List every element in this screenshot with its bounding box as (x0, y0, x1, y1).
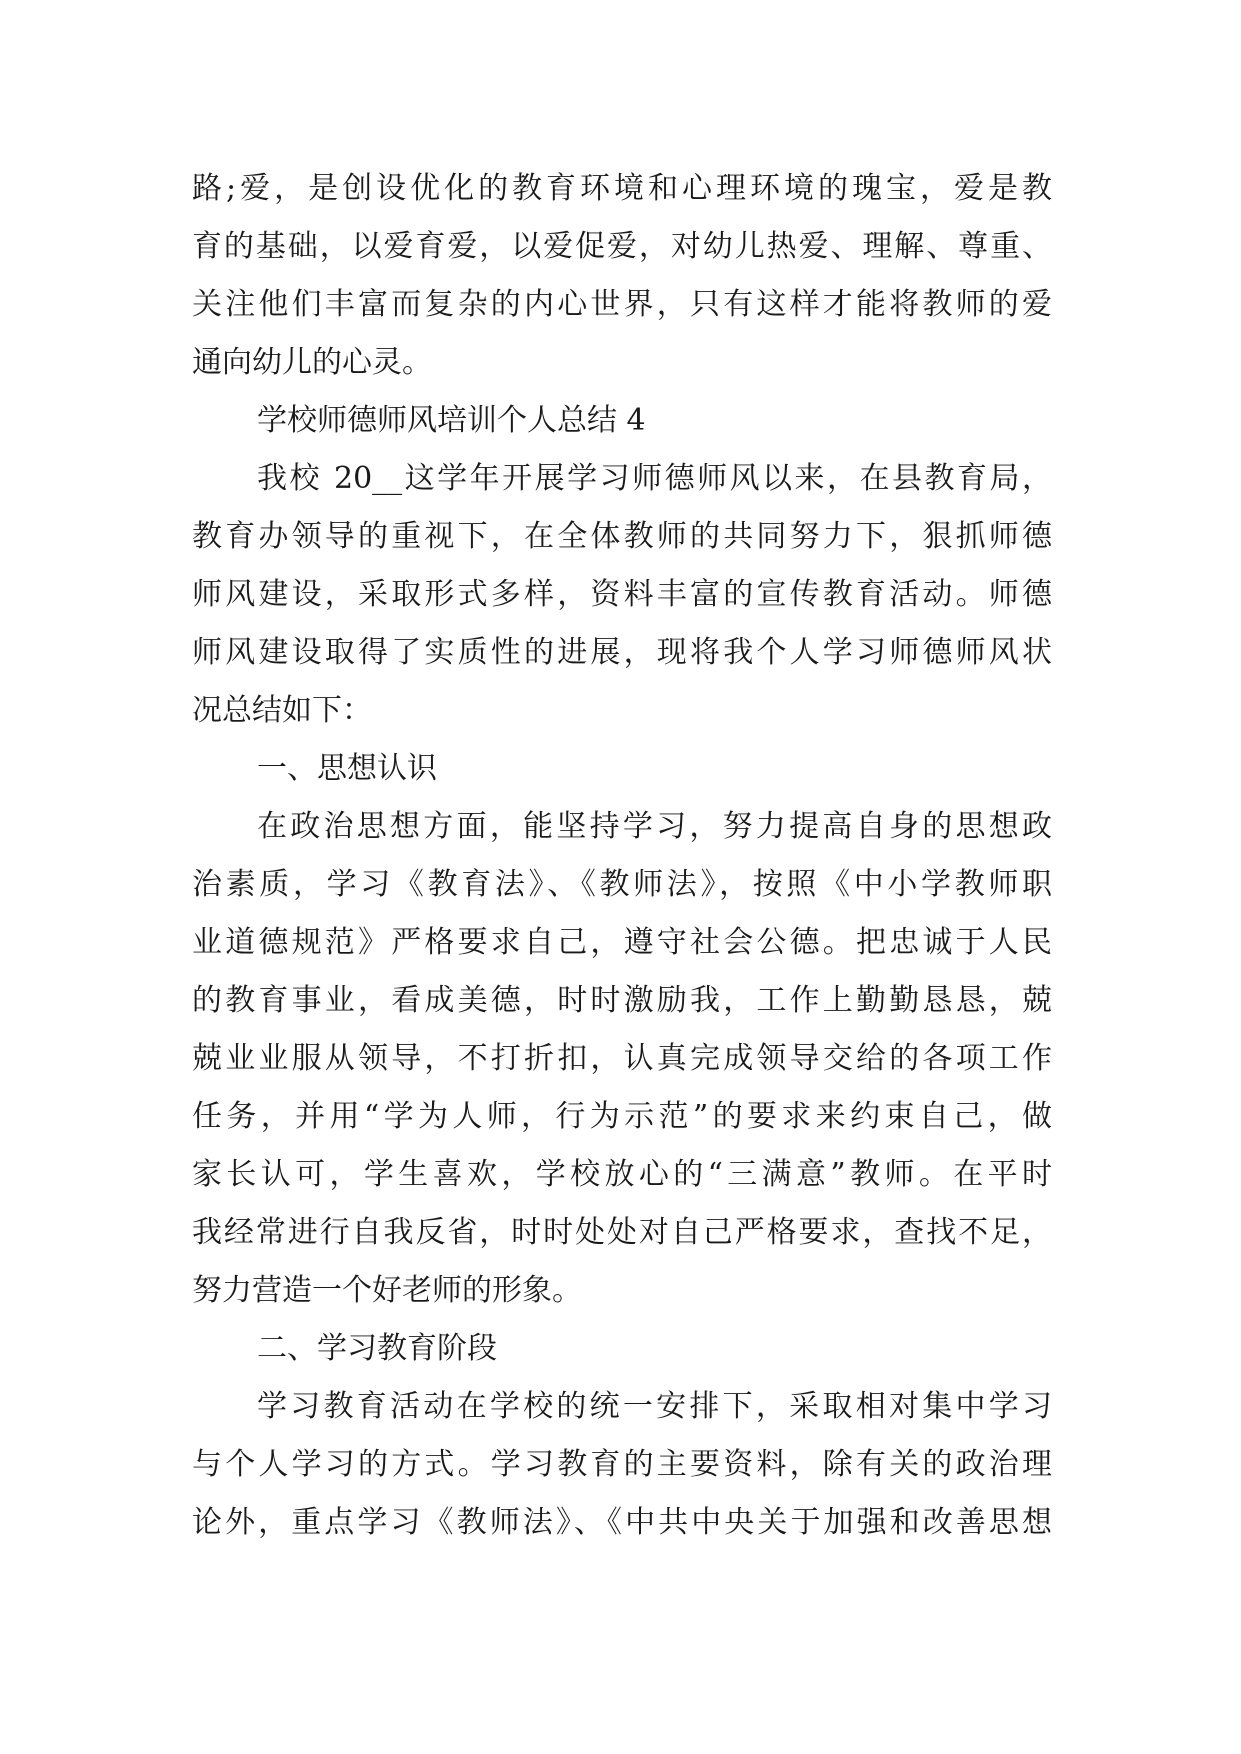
section-heading: 学校师德师风培训个人总结 4 (257, 403, 646, 438)
document-body (192, 160, 1052, 1552)
text-line: 况总结如下： (192, 693, 372, 728)
text-line: 师风建设，采取形式多样，资料丰富的宣传教育活动。师德 (192, 577, 1052, 612)
text-line: 在政治思想方面，能坚持学习，努力提高自身的思想政 (257, 809, 1052, 844)
text-line: 努力营造一个好老师的形象。 (192, 1273, 582, 1308)
text-line: 教育办领导的重视下，在全体教师的共同努力下，狠抓师德 (192, 519, 1052, 554)
text-line: 师风建设取得了实质性的进展，现将我个人学习师德师风状 (192, 635, 1052, 670)
text-line: 通向幼儿的心灵。 (192, 345, 432, 380)
text-line: 兢业业服从领导，不打折扣，认真完成领导交给的各项工作 (192, 1041, 1052, 1076)
text-line: 论外，重点学习《教师法》、《中共中央关于加强和改善思想 (192, 1505, 1052, 1540)
text-line: 业道德规范》严格要求自己，遵守社会公德。把忠诚于人民 (192, 925, 1052, 960)
text-line: 育的基础，以爱育爱，以爱促爱，对幼儿热爱、理解、尊重、 (192, 229, 1052, 264)
text-line: 与个人学习的方式。学习教育的主要资料，除有关的政治理 (192, 1447, 1052, 1482)
text-line: 我校 20__这学年开展学习师德师风以来，在县教育局， (257, 461, 1052, 496)
text-line: 的教育事业，看成美德，时时激励我，工作上勤勤恳恳，兢 (192, 983, 1052, 1018)
text-line: 关注他们丰富而复杂的内心世界，只有这样才能将教师的爱 (192, 287, 1052, 322)
text-line: 任务，并用“学为人师，行为示范”的要求来约束自己，做 (192, 1099, 1052, 1134)
section-heading: 一、思想认识 (257, 751, 437, 786)
text-line: 我经常进行自我反省，时时处处对自己严格要求，查找不足， (192, 1215, 1052, 1250)
text-line: 治素质，学习《教育法》、《教师法》，按照《中小学教师职 (192, 867, 1052, 902)
section-heading: 二、学习教育阶段 (257, 1331, 497, 1366)
text-line: 路;爱，是创设优化的教育环境和心理环境的瑰宝，爱是教 (192, 171, 1052, 206)
text-line: 学习教育活动在学校的统一安排下，采取相对集中学习 (257, 1389, 1052, 1424)
text-line: 家长认可，学生喜欢，学校放心的“三满意”教师。在平时 (192, 1157, 1052, 1192)
